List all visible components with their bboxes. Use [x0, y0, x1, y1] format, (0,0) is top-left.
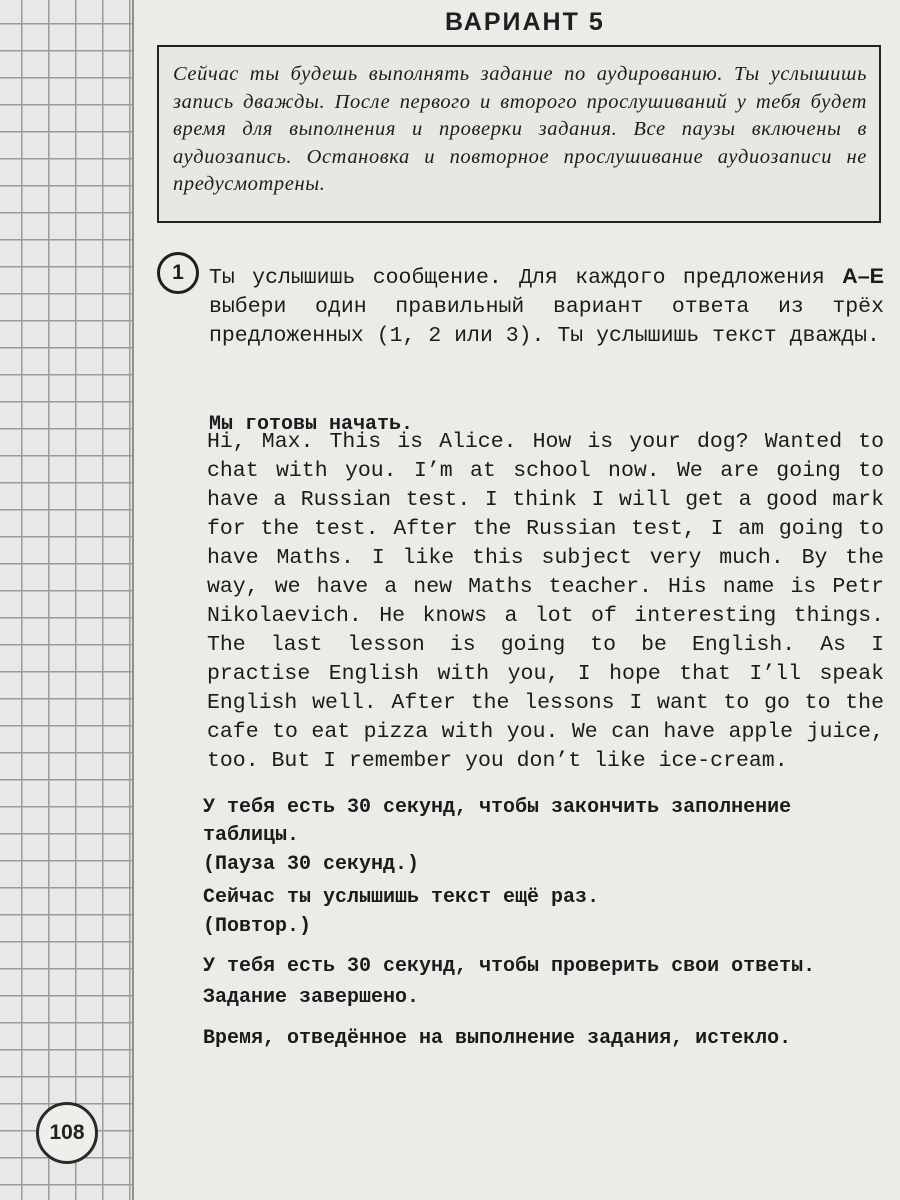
instruction-box: [157, 45, 881, 223]
closing-line-8: Время, отведённое на выполнение задания, истекло.: [203, 1027, 792, 1050]
task-prompt: [209, 262, 884, 351]
closing-line-5: (Повтор.): [203, 915, 312, 938]
closing-line-1: У тебя есть 30 секунд, чтобы закончить заполнение: [203, 796, 792, 819]
closing-line-6: У тебя есть 30 секунд, чтобы проверить свои ответы.: [203, 955, 816, 978]
page-number-badge: 108: [36, 1102, 98, 1164]
closing-line-3: (Пауза 30 секунд.): [203, 853, 420, 876]
graph-paper-margin: [0, 0, 133, 1200]
ready-line: Мы готовы начать.: [209, 413, 414, 436]
task-prompt-range: A–E: [842, 264, 884, 288]
task-number-badge: 1: [157, 252, 199, 294]
listening-transcript: Hi, Max. This is Alice. How is your dog? Wanted to chat with you. I’m at school now. We are going to have a Russian test. I think I will get a good mark for the test. After the Russian test, I am going to have Maths. I like this subject very much. By the way, we have a new Maths teacher. His name is Petr Nikolaevich. He knows a lot of interesting things. The last lesson is going to be English. As I practise English with you, I hope that I’ll speak English well. After the lessons I want to go to the cafe to eat pizza with you. We can have apple juice, too. But I remember you don’t like ice-cream.: [207, 430, 884, 773]
closing-line-7: Задание завершено.: [203, 986, 420, 1009]
instruction-text: Сейчас ты будешь выполнять задание по аудированию. Ты услышишь запись дважды. После первого и второго прослушиваний у тебя будет время для выполнения и проверки задания. Все паузы включены в аудиозапись. Остановка и повторное прослушивание аудиозаписи не предусмотрены.: [173, 63, 867, 195]
margin-divider: [132, 0, 134, 1200]
task-prompt-end: выбери один правильный вариант ответа из трёх предложенных (1, 2 или 3). Ты услышишь текст дважды.: [209, 295, 884, 348]
closing-line-2: таблицы.: [203, 824, 300, 847]
closing-line-4: Сейчас ты услышишь текст ещё раз.: [203, 886, 600, 909]
task-prompt-start: Ты услышишь сообщение. Для каждого предложения: [209, 266, 843, 290]
page-title: ВАРИАНТ 5: [445, 8, 605, 36]
